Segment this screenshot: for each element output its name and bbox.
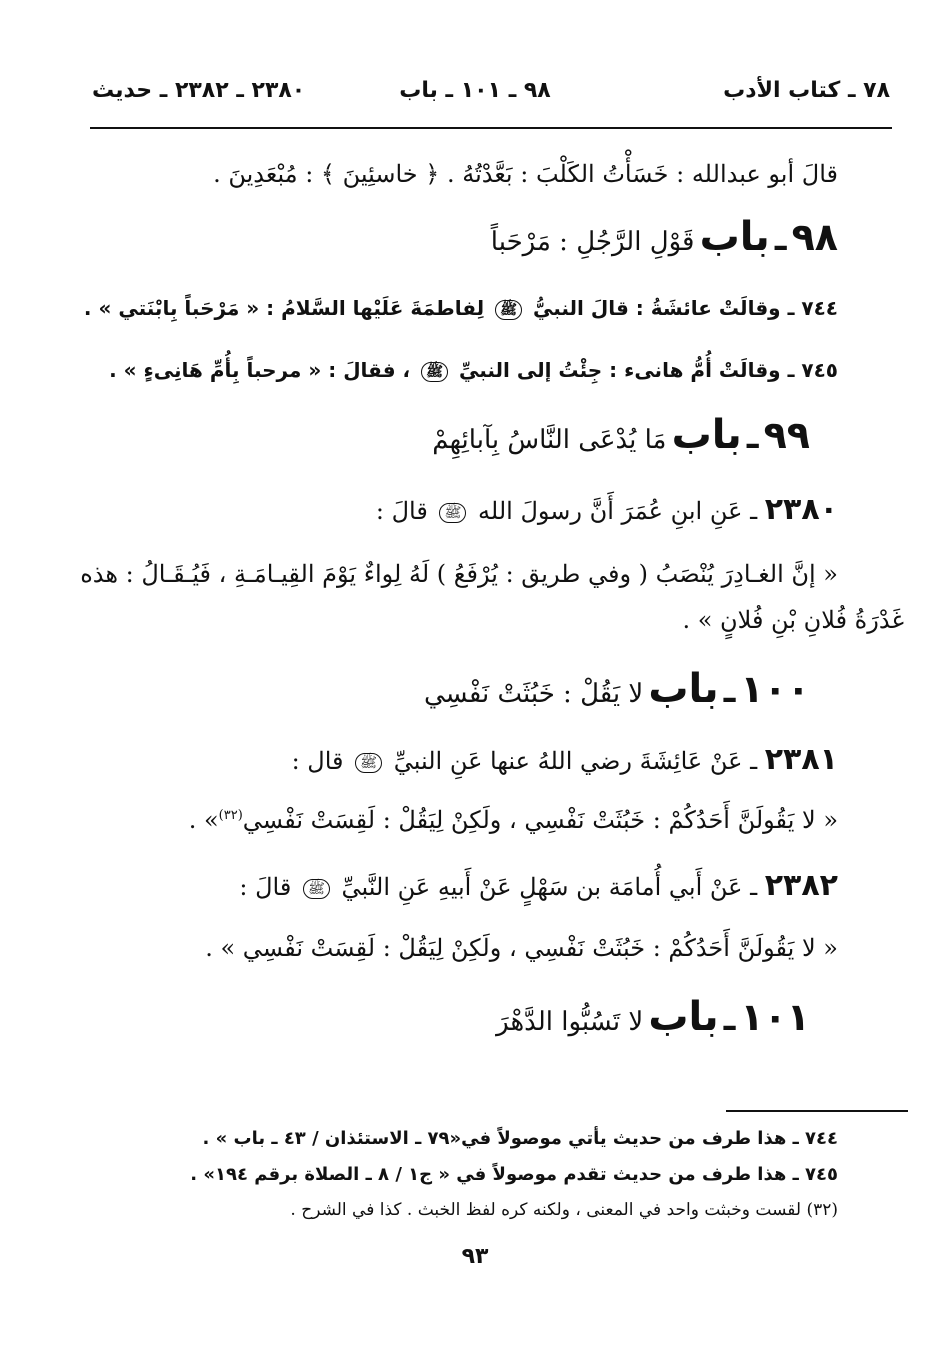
- chapter-dash: ـ: [723, 999, 736, 1039]
- chapter-heading-98: [40, 214, 838, 260]
- running-header-book: ٧٨ ـ كتاب الأدب: [723, 78, 890, 103]
- chapter-number: ١٠٠: [740, 667, 810, 711]
- footnote-32: (٣٢) لقست وخبثت واحد في المعنى ، ولكنه كره لفظ الخبث . كذا في الشرح .: [290, 1200, 838, 1220]
- chapter-title: لا يَقُلْ : خَبُثَتْ نَفْسِي: [423, 679, 644, 709]
- chapter-number: ١٠١: [740, 995, 810, 1039]
- chapter-dash: ـ: [774, 219, 787, 259]
- chapter-dash: ـ: [746, 417, 759, 457]
- chapter-bab: باب: [648, 666, 719, 712]
- footnote-rule: [726, 1110, 908, 1112]
- hadith-matn-end: » .: [188, 806, 219, 834]
- hadith-isnad: ـ عَنْ عَائِشَةَ رضي اللهُ عنها عَنِ النبيِّ: [393, 747, 758, 775]
- salla-symbol: ﷺ: [421, 362, 448, 382]
- hadith-2380-text: « إنَّ الغـادِرَ يُنْصَبُ ( وفي طريق : يُرْفَعُ ) لَهُ لِواءٌ يَوْمَ القِيـامَـةِ ، فَيُـقَـالُ : هذه: [80, 560, 838, 588]
- text-line: قالَ أبو عبدالله : خَسَأْتُ الكَلْبَ : بَعَّدْتُهُ . ﴿ خاسئِينَ ﴾ : مُبْعَدِينَ .: [213, 160, 838, 188]
- footnote-745: ٧٤٥ ـ هذا طرف من حديث تقدم موصولاً في « ج١ / ٨ ـ الصلاة برقم ١٩٤» .: [190, 1164, 838, 1185]
- hadith-isnad-end: قال :: [291, 747, 344, 775]
- hadith-isnad-end: قالَ :: [375, 497, 428, 525]
- chapter-bab: باب: [699, 214, 770, 260]
- chapter-number: ٩٩: [763, 413, 810, 457]
- salla-symbol: ﷺ: [439, 503, 466, 523]
- chapter-title: مَا يُدْعَى النَّاسُ بِآبائِهِمْ: [432, 425, 667, 455]
- footnote-ref: (٣٢): [218, 808, 243, 823]
- running-header-hadith: ٢٣٨٠ ـ ٢٣٨٢ ـ حديث: [92, 78, 306, 103]
- hadith-2380-text-cont: غَدْرَةُ فُلانِ بْنِ فُلانٍ » .: [682, 606, 904, 634]
- hadith-number: ٢٣٨١: [764, 742, 838, 777]
- chapter-bab: باب: [671, 412, 742, 458]
- footnote-744: ٧٤٤ ـ هذا طرف من حديث يأتي موصولاً في«٧٩ ـ الاستئذان / ٤٣ ـ باب » .: [202, 1128, 838, 1149]
- salla-symbol: ﷺ: [303, 879, 330, 899]
- hadith-number: ٢٣٨٢: [764, 868, 838, 903]
- narration-text: ٧٤٥ ـ وقالَتْ أُمُّ هانىء : جِئْتُ إلى النبيِّ: [458, 358, 838, 382]
- hadith-isnad: ـ عَنِ ابنِ عُمَرَ أَنَّ رسولَ الله: [478, 497, 758, 525]
- chapter-number: ٩٨: [791, 215, 838, 259]
- chapter-heading-101: [40, 994, 810, 1040]
- chapter-title: لا تَسُبُّوا الدَّهْرَ: [496, 1007, 644, 1037]
- hadith-2381-heading: [40, 742, 838, 777]
- running-header-chapters: ٩٨ ـ ١٠١ ـ باب: [399, 78, 551, 103]
- salla-symbol: ﷺ: [355, 753, 382, 773]
- chapter-heading-99: [40, 412, 810, 458]
- narration-745: [40, 358, 838, 382]
- narration-text: ٧٤٤ ـ وقالَتْ عائشَةُ : قالَ النبيُّ: [532, 296, 838, 320]
- hadith-2382-heading: [40, 868, 838, 903]
- hadith-2380-heading: [40, 492, 838, 527]
- chapter-bab: باب: [648, 994, 719, 1040]
- narration-text: لِفاطمَةَ عَلَيْها السَّلامُ : « مَرْحَباً بِابْنَتي » .: [83, 296, 485, 320]
- chapter-dash: ـ: [723, 671, 736, 711]
- salla-symbol: ﷺ: [495, 300, 522, 320]
- hadith-number: ٢٣٨٠: [764, 492, 838, 527]
- hadith-isnad: ـ عَنْ أَبي أُمامَة بن سَهْلٍ عَنْ أَبيهِ عَنِ النَّبيِّ: [341, 873, 758, 901]
- hadith-isnad-end: قالَ :: [239, 873, 292, 901]
- hadith-2382-text: « لا يَقُولَنَّ أَحَدُكُمْ : خَبُثَتْ نَفْسِي ، ولَكِنْ لِيَقُلْ : لَقِسَتْ نَفْسِي » .: [205, 934, 838, 962]
- narration-text: ، فقالَ : « مرحباً بِأُمِّ هَانِىءٍ » .: [109, 358, 411, 382]
- hadith-2381-text: [40, 806, 838, 834]
- hadith-matn: « لا يَقُولَنَّ أَحَدُكُمْ : خَبُثَتْ نَفْسِي ، ولَكِنْ لِيَقُلْ : لَقِسَتْ نَفْسِي: [242, 806, 838, 834]
- chapter-title: قَوْلِ الرَّجُلِ : مَرْحَباً: [490, 227, 695, 257]
- narration-744: [40, 296, 838, 320]
- page-number: ٩٣: [461, 1244, 489, 1269]
- chapter-heading-100: [40, 666, 810, 712]
- header-rule: [90, 127, 892, 129]
